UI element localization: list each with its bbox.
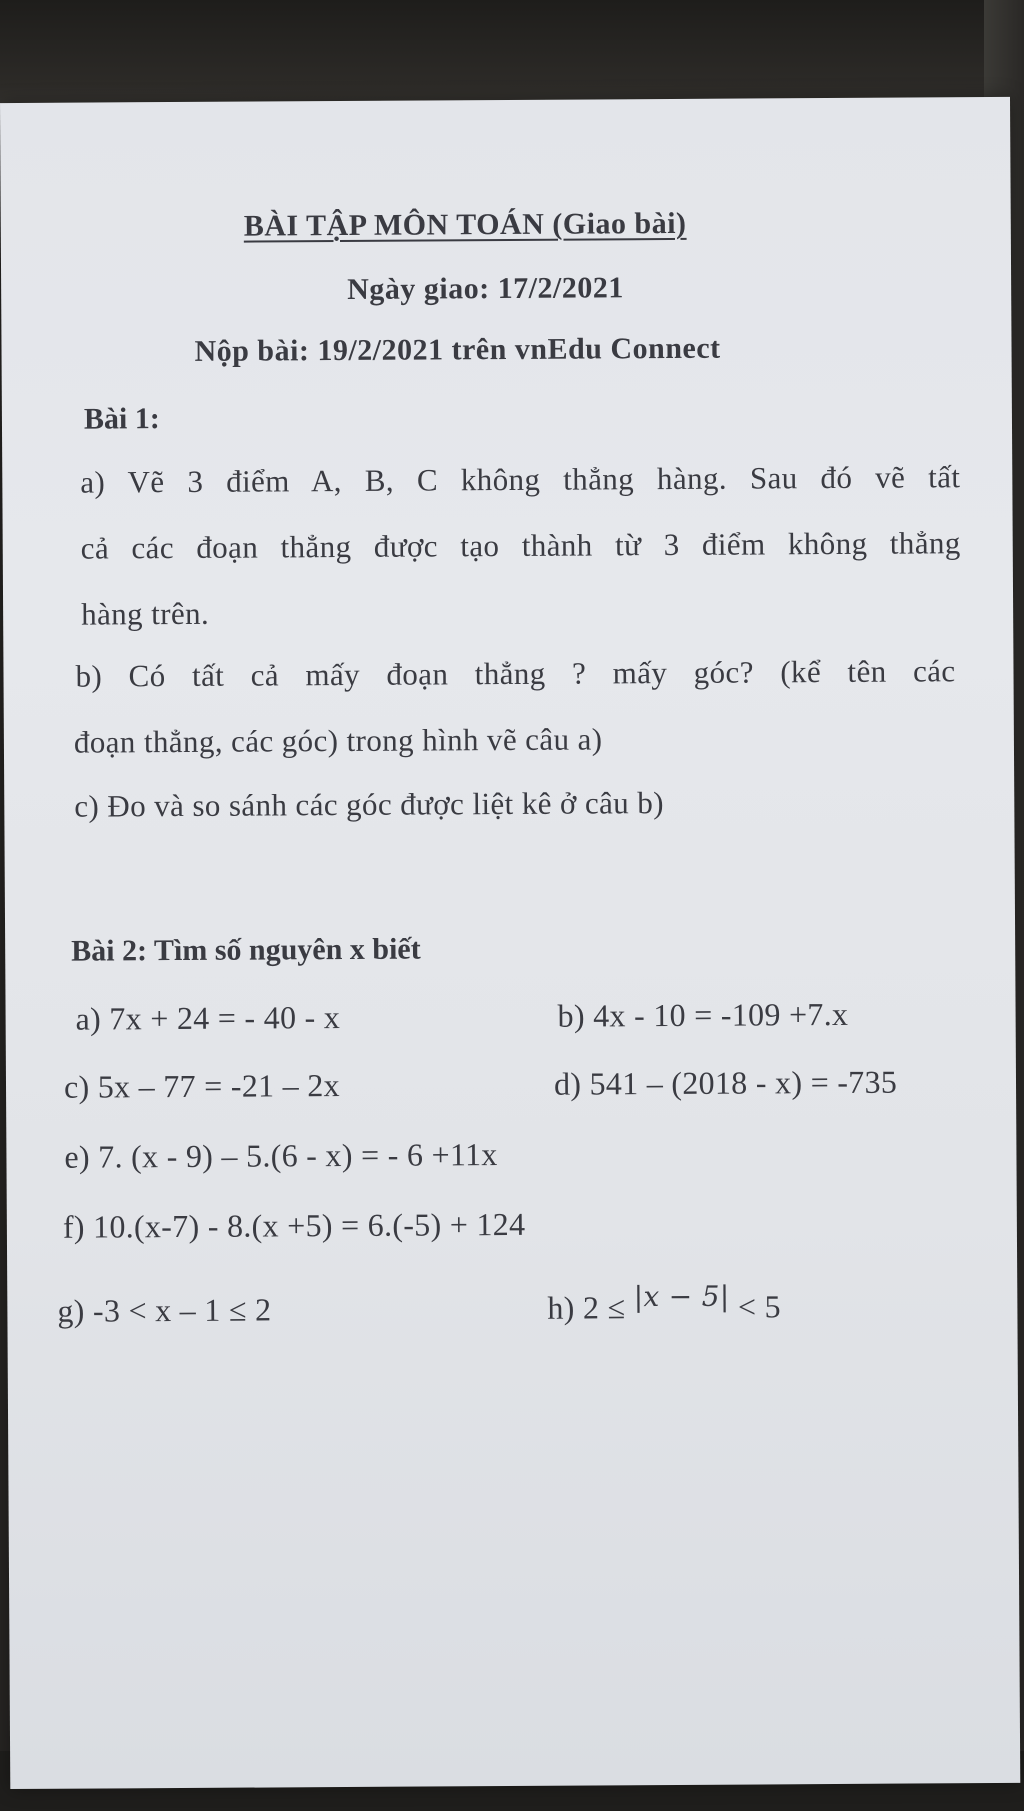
absolute-value-expression: |x − 5|	[633, 1279, 730, 1314]
equation-f: f) 10.(x-7) - 8.(x +5) = 6.(-5) + 124	[62, 1205, 526, 1245]
inequality-h-suffix: < 5	[737, 1288, 781, 1325]
exercise-1-line-2: cả các đoạn thẳng được tạo thành từ 3 điểm không thẳng	[80, 525, 961, 566]
worksheet-paper	[0, 97, 1020, 1789]
inequality-g: g) -3 < x – 1 ≤ 2	[57, 1291, 272, 1329]
exercise-1-line-6: c) Đo và so sánh các góc được liệt kê ở câu b)	[74, 785, 665, 824]
exercise-1-line-1: a) Vẽ 3 điểm A, B, C không thẳng hàng. Sau đó vẽ tất	[80, 459, 961, 500]
exercise-2-heading: Bài 2: Tìm số nguyên x biết	[71, 932, 421, 968]
exercise-1-line-5: đoạn thẳng, các góc) trong hình vẽ câu a)	[73, 721, 603, 760]
assigned-date: Ngày giao: 17/2/2021	[347, 271, 624, 306]
equation-a: a) 7x + 24 = - 40 - x	[75, 999, 341, 1037]
equation-d: d) 541 – (2018 - x) = -735	[553, 1063, 898, 1102]
worksheet-title: BÀI TẬP MÔN TOÁN (Giao bài)	[243, 206, 687, 243]
exercise-1-line-4: b) Có tất cả mấy đoạn thẳng ? mấy góc? (kể tên các	[75, 653, 956, 694]
inequality-h-prefix: h) 2 ≤	[547, 1289, 626, 1326]
inequality-h	[547, 1279, 781, 1326]
exercise-1-heading: Bài 1:	[83, 402, 160, 436]
equation-c: c) 5x – 77 = -21 – 2x	[63, 1067, 340, 1105]
exercise-1-line-3: hàng trên.	[81, 595, 210, 632]
submission-info: Nộp bài: 19/2/2021 trên vnEdu Connect	[194, 331, 721, 368]
equation-b: b) 4x - 10 = -109 +7.x	[557, 995, 849, 1034]
equation-e: e) 7. (x - 9) – 5.(6 - x) = - 6 +11x	[64, 1136, 498, 1175]
